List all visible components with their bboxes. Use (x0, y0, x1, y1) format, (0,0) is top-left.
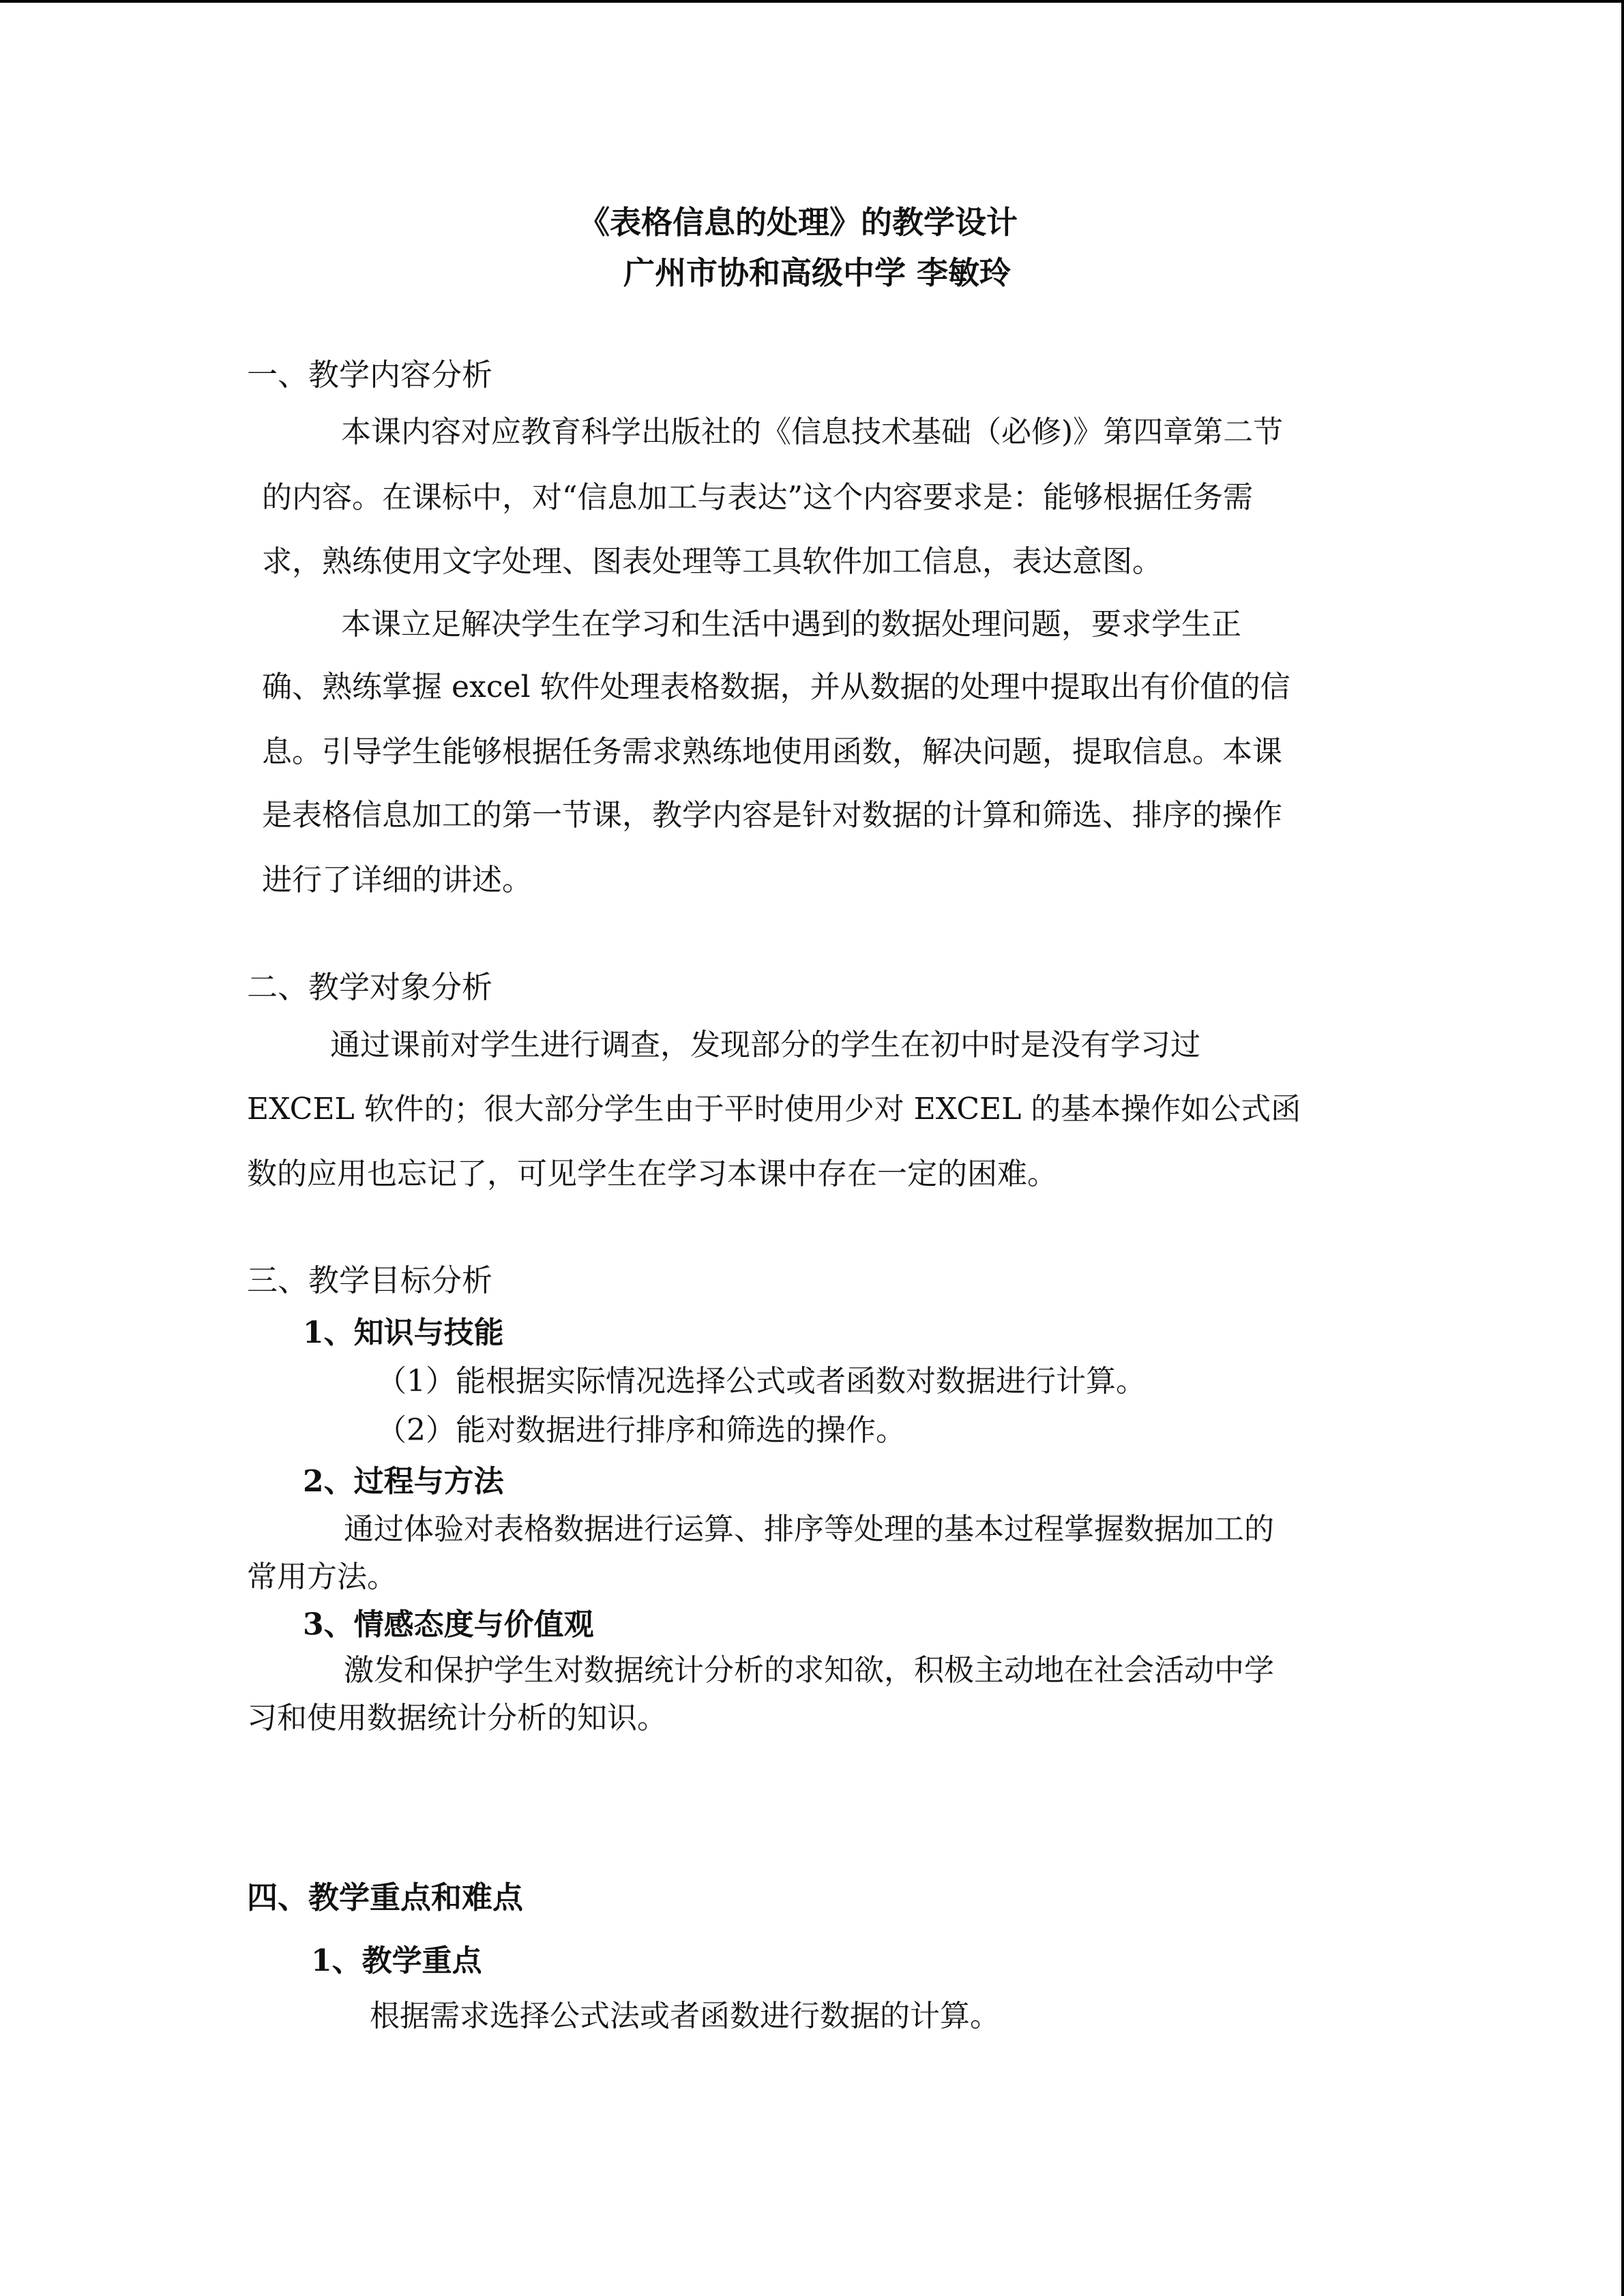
key-points-para: 根据需求选择公式法或者函数进行数据的计算。 (370, 1999, 1000, 2033)
section1-para2-line3: 息。引导学生能够根据任务需求熟练地使用函数，解决问题，提取信息。本课 (262, 734, 1282, 769)
section1-para1-line1: 本课内容对应教育科学出版社的《信息技术基础（必修)》第四章第二节 (341, 415, 1284, 449)
attitudes-para-line2: 习和使用数据统计分析的知识。 (247, 1701, 667, 1735)
section1-para2-line4: 是表格信息加工的第一节课，教学内容是针对数据的计算和筛选、排序的操作 (262, 798, 1282, 833)
process-para-line2: 常用方法。 (247, 1560, 397, 1594)
subheading-attitudes-values: 3、情感态度与价值观 (303, 1607, 594, 1642)
section1-para2-line2: 确、熟练掌握 excel 软件处理表格数据，并从数据的处理中提取出有价值的信 (262, 670, 1290, 704)
section-heading-objectives: 三、教学目标分析 (247, 1262, 493, 1298)
section1-para2-line1: 本课立足解决学生在学习和生活中遇到的数据处理问题，要求学生正 (341, 607, 1241, 642)
objective-item-1: （1）能根据实际情况选择公式或者函数对数据进行计算。 (377, 1364, 1146, 1399)
subheading-process-methods: 2、过程与方法 (303, 1464, 504, 1499)
section1-para1-line3: 求，熟练使用文字处理、图表处理等工具软件加工信息，表达意图。 (262, 544, 1162, 579)
section-heading-audience-analysis: 二、教学对象分析 (247, 969, 493, 1005)
section-heading-content-analysis: 一、教学内容分析 (247, 357, 493, 393)
subheading-key-points: 1、教学重点 (311, 1943, 482, 1978)
section-heading-key-difficult-points: 四、教学重点和难点 (247, 1879, 524, 1915)
section2-para-line2: EXCEL 软件的；很大部分学生由于平时使用少对 EXCEL 的基本操作如公式函 (247, 1092, 1301, 1127)
page-border-right (1621, 0, 1624, 2296)
section2-para-line3: 数的应用也忘记了，可见学生在学习本课中存在一定的困难。 (247, 1157, 1057, 1191)
document-title: 《表格信息的处理》的教学设计 (578, 204, 1018, 241)
page-border-top (0, 0, 1624, 3)
section2-para-line1: 通过课前对学生进行调查，发现部分的学生在初中时是没有学习过 (330, 1028, 1200, 1062)
section1-para1-line2: 的内容。在课标中，对“信息加工与表达”这个内容要求是：能够根据任务需 (262, 480, 1253, 515)
subheading-knowledge-skills: 1、知识与技能 (303, 1315, 504, 1350)
process-para-line1: 通过体验对表格数据进行运算、排序等处理的基本过程掌握数据加工的 (344, 1512, 1274, 1547)
section1-para2-line5: 进行了详细的讲述。 (262, 863, 532, 897)
document-author-line: 广州市协和高级中学 李敏玲 (623, 254, 1012, 291)
attitudes-para-line1: 激发和保护学生对数据统计分析的求知欲，积极主动地在社会活动中学 (344, 1653, 1274, 1688)
objective-item-2: （2）能对数据进行排序和筛选的操作。 (377, 1413, 906, 1448)
